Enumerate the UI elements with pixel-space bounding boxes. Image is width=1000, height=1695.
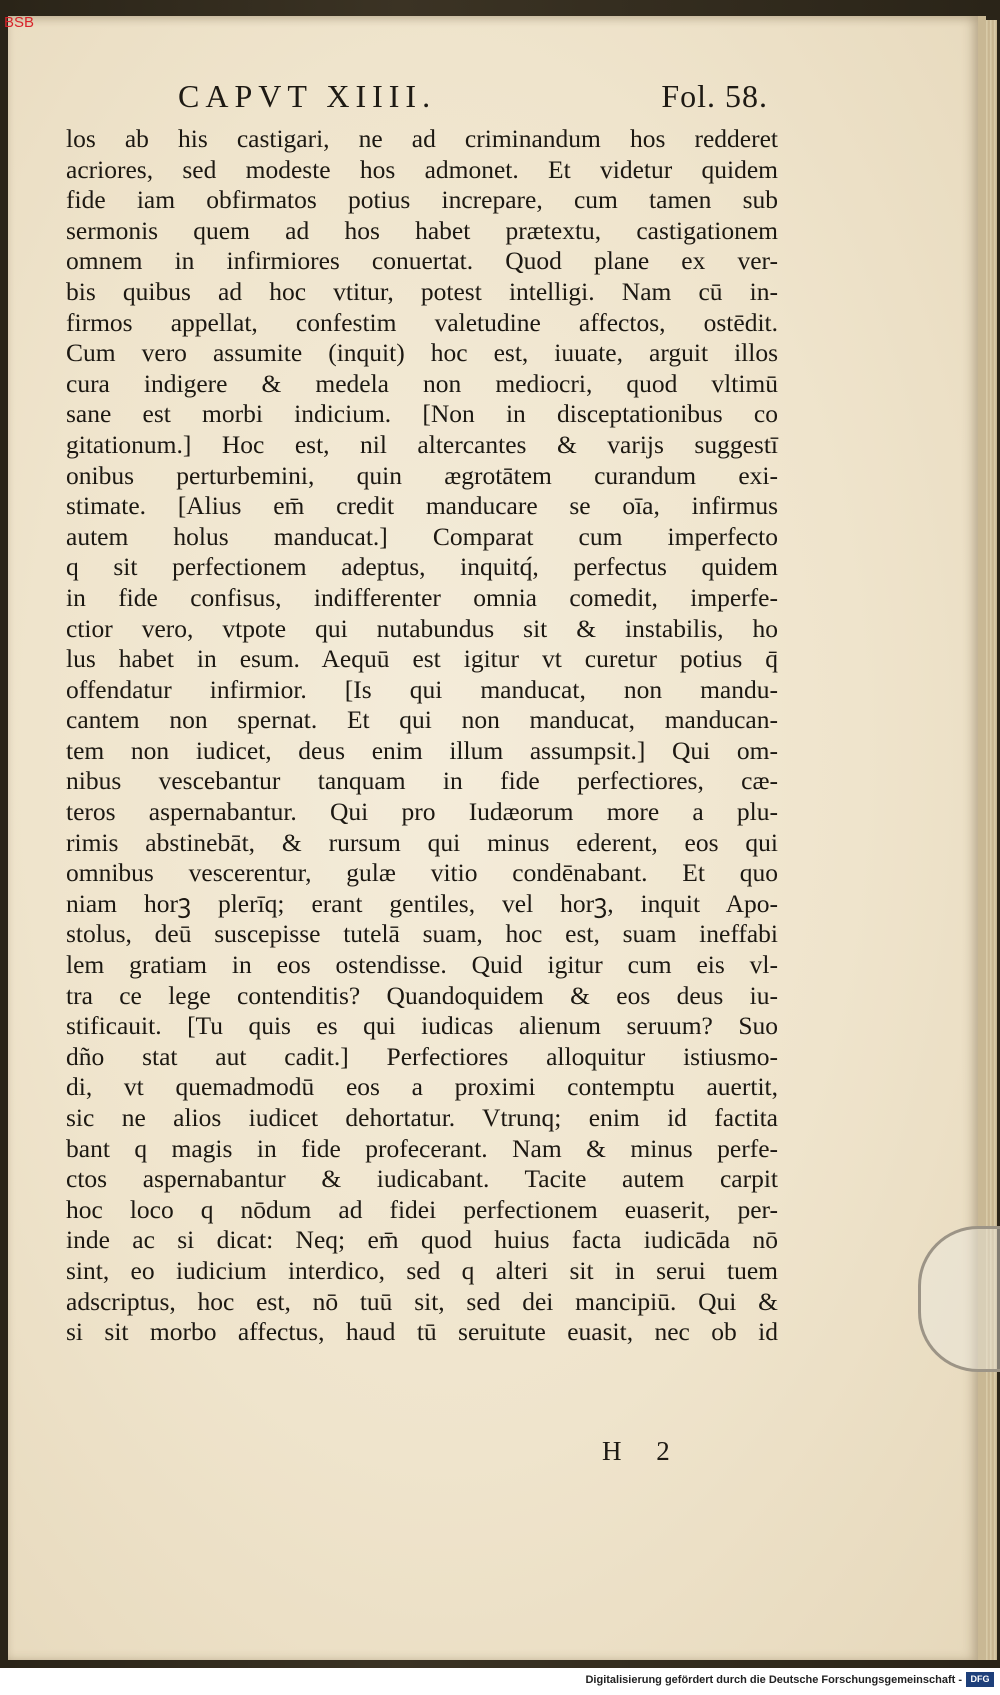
text-line: nibus vescebantur tanquam in fide perfectiores, cæ- xyxy=(66,766,778,796)
text-line: bant q magis in fide profecerant. Nam & minus perfe- xyxy=(66,1133,778,1163)
chapter-heading: CAPVT XIIII. xyxy=(178,78,437,114)
text-line: di, vt quemadmodū eos a proximi contemptu auertit, xyxy=(66,1072,778,1102)
text-line: omnibus vescerentur, gulæ vitio condēnabant. Et quo xyxy=(66,858,778,888)
text-line: sermonis quem ad hos habet prætextu, castigationem xyxy=(66,215,778,245)
footer-band xyxy=(0,1668,1000,1695)
text-line: ctior vero, vtpote qui nutabundus sit & instabilis, ho xyxy=(66,613,778,643)
text-line: stimate. [Alius em̄ credit manducare se oīa, infirmus xyxy=(66,491,778,521)
text-line: inde ac si dicat: Neq; em̄ quod huius facta iudicāda nō xyxy=(66,1225,778,1255)
dfg-logo-icon: DFG xyxy=(966,1672,994,1687)
text-line: onibus perturbemini, quin ægrotātem curandum exi- xyxy=(66,460,778,490)
text-line: sane est morbi indicium. [Non in disceptationibus co xyxy=(66,399,778,429)
book-page xyxy=(8,16,986,1660)
text-line: offendatur infirmior. [Is qui manducat, non mandu- xyxy=(66,674,778,704)
text-line: hoc loco q nōdum ad fidei perfectionem euaserit, per- xyxy=(66,1194,778,1224)
text-line: acriores, sed modeste hos admonet. Et videtur quidem xyxy=(66,154,778,184)
text-line: lus habet in esum. Aequū est igitur vt curetur potius q̄ xyxy=(66,644,778,674)
text-line: Cum vero assumite (inquit) hoc est, iuuate, arguit illos xyxy=(66,338,778,368)
text-line: si sit morbo affectus, haud tū seruitute euasit, nec ob id xyxy=(66,1317,778,1347)
body-text xyxy=(66,124,778,1348)
text-line: gitationum.] Hoc est, nil altercantes & varijs suggestī xyxy=(66,429,778,459)
text-line: stolus, deū suscepisse tutelā suam, hoc est, suam ineffabi xyxy=(66,919,778,949)
text-line: bis quibus ad hoc vtitur, potest intelligi. Nam cū in- xyxy=(66,276,778,306)
text-line: stificauit. [Tu quis es qui iudicas alienum seruum? Suo xyxy=(66,1011,778,1041)
text-line: cantem non spernat. Et qui non manducat, manducan- xyxy=(66,705,778,735)
text-line: tem non iudicet, deus enim illum assumpsit.] Qui om- xyxy=(66,735,778,765)
text-line: sic ne alios iudicet dehortatur. Vtrunq; enim id factita xyxy=(66,1103,778,1132)
text-line: los ab his castigari, ne ad criminandum hos redderet xyxy=(66,124,778,153)
text-line: fide iam obfirmatos potius increpare, cum tamen sub xyxy=(66,185,778,215)
funding-credit: Digitalisierung gefördert durch die Deutsche Forschungsgemeinschaft - xyxy=(585,1674,962,1686)
text-line: lem gratiam in eos ostendisse. Quid igitur cum eis vl- xyxy=(66,950,778,980)
text-line: cura indigere & medela non mediocri, quod vltimū xyxy=(66,368,778,398)
text-line: in fide confisus, indifferenter omnia comedit, imperfe- xyxy=(66,582,778,612)
library-mark: BSB xyxy=(4,14,35,31)
text-line: rimis abstinebāt, & rursum qui minus ederent, eos qui xyxy=(66,827,778,857)
text-line: q sit perfectionem adeptus, inquitq́, perfectus quidem xyxy=(66,552,778,582)
text-line: adscriptus, hoc est, nō tuū sit, sed dei mancipiū. Qui & xyxy=(66,1286,778,1316)
text-line: niam horꝫ plerīq; erant gentiles, vel horꝫ, inquit Apo- xyxy=(66,888,778,918)
text-line: omnem in infirmiores conuertat. Quod plane ex ver- xyxy=(66,246,778,276)
text-line: dño stat aut cadit.] Perfectiores alloquitur istiusmo- xyxy=(66,1041,778,1071)
text-line: ctos aspernabantur & iudicabant. Tacite autem carpit xyxy=(66,1164,778,1194)
text-line: teros aspernabantur. Qui pro Iudæorum more a plu- xyxy=(66,797,778,827)
folio-number: Fol. 58. xyxy=(661,78,768,114)
text-line: firmos appellat, confestim valetudine affectos, ostēdit. xyxy=(66,307,778,337)
text-line: autem holus manducat.] Comparat cum imperfecto xyxy=(66,521,778,551)
text-line: sint, eo iudicium interdico, sed q alteri sit in serui tuem xyxy=(66,1255,778,1285)
text-line: tra ce lege contenditis? Quandoquidem & eos deus iu- xyxy=(66,980,778,1010)
signature-mark: H 2 xyxy=(602,1436,684,1466)
